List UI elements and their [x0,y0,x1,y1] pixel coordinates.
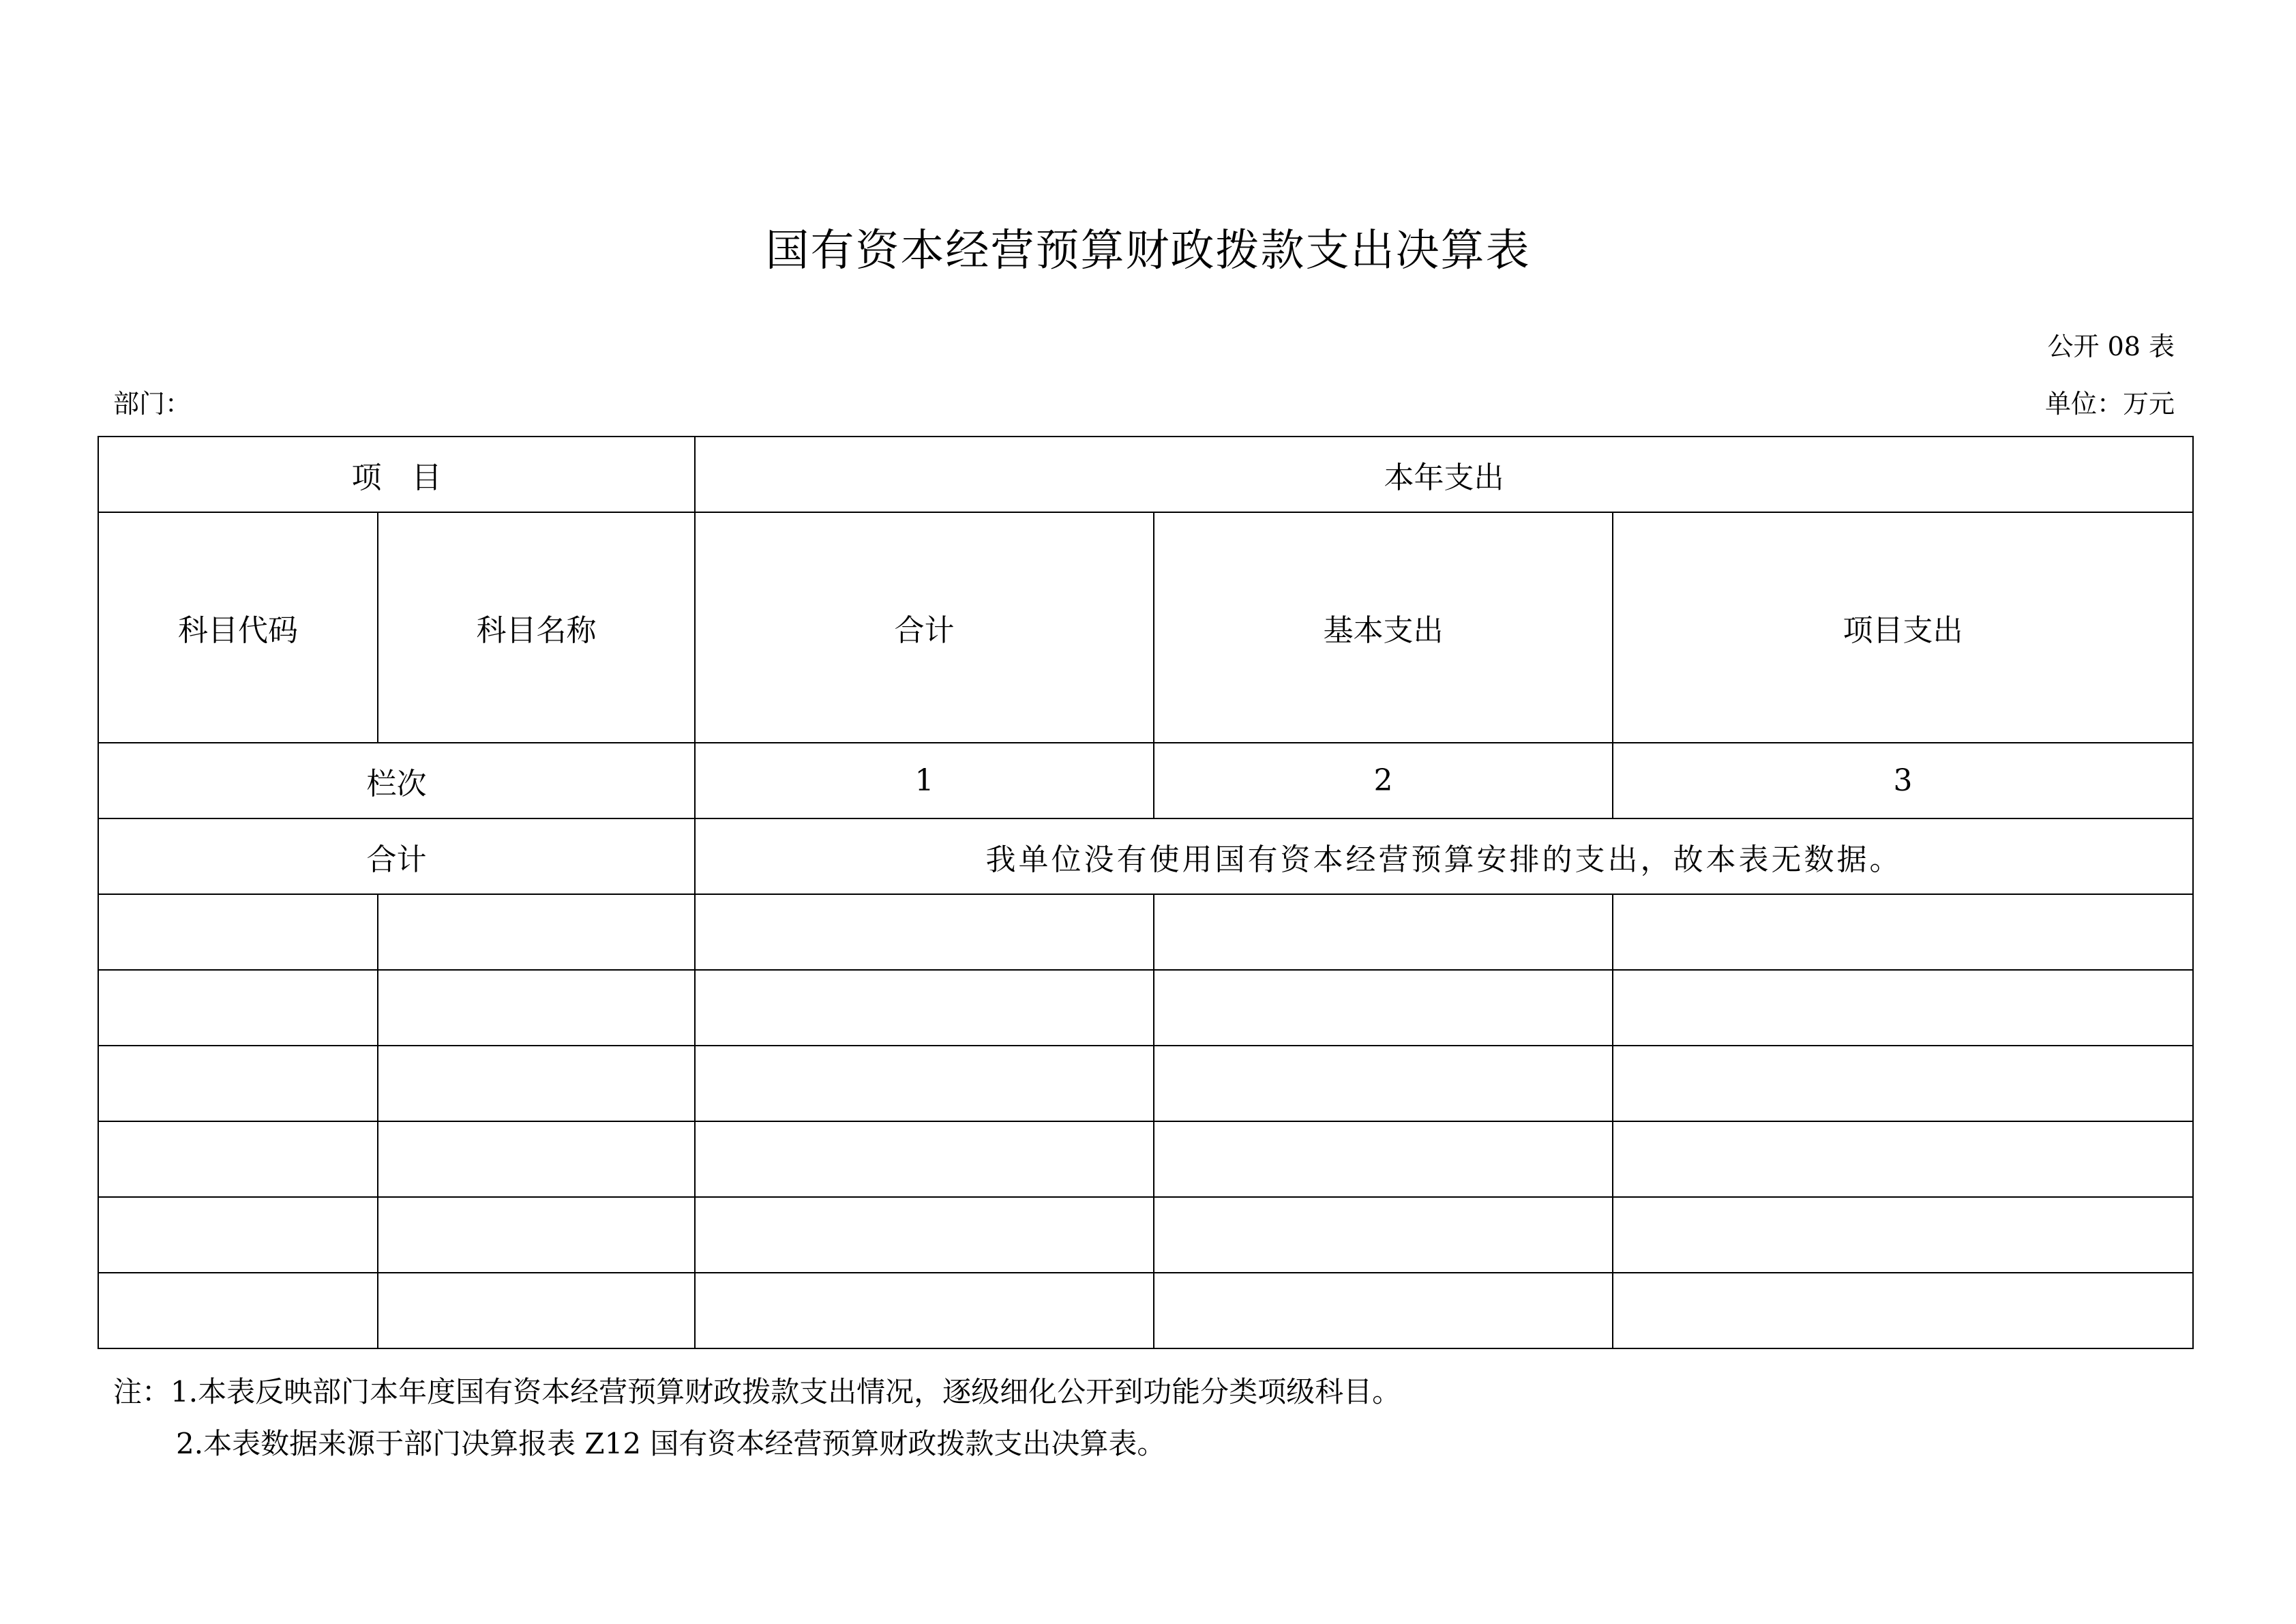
column-index-3: 3 [1613,743,2193,818]
header-row-columns [98,512,2193,743]
header-item: 项 目 [98,437,695,512]
department-label: 部门： [113,389,192,419]
table-cell [1154,1121,1613,1197]
table-row [98,970,2193,1046]
total-label: 合计 [98,818,695,894]
table-cell [1154,1273,1613,1348]
footnote-1: 注：1.本表反映部门本年度国有资本经营预算财政拨款支出情况，逐级细化公开到功能分类项级科目。 [113,1375,1401,1408]
table-cell [1613,1046,2193,1121]
table-cell [98,970,378,1046]
footnotes [113,1366,1401,1470]
table-cell [1154,894,1613,970]
table-cell [98,1273,378,1348]
table-cell [695,970,1154,1046]
no-data-note: 我单位没有使用国有资本经营预算安排的支出，故本表无数据。 [695,818,2193,894]
table-cell [695,1046,1154,1121]
table-cell [378,894,695,970]
table-cell [378,1046,695,1121]
page-title: 国有资本经营预算财政拨款支出决算表 [765,226,1531,276]
table-cell [378,1121,695,1197]
table-cell [378,1197,695,1273]
table-row [98,1197,2193,1273]
column-index-1: 1 [695,743,1154,818]
table-cell [98,894,378,970]
table-row [98,894,2193,970]
table-cell [98,1046,378,1121]
header-subject-name: 科目名称 [378,512,695,743]
expense-table [98,436,2194,1349]
table-cell [98,1121,378,1197]
header-total: 合计 [695,512,1154,743]
table-cell [1613,1273,2193,1348]
footnote-2: 2.本表数据来源于部门决算报表 Z12 国有资本经营预算财政拨款支出决算表。 [176,1427,1166,1460]
header-project-expense: 项目支出 [1613,512,2193,743]
header-basic-expense: 基本支出 [1154,512,1613,743]
header-row-top [98,437,2193,512]
total-row [98,818,2193,894]
table-cell [695,1273,1154,1348]
table-cell [1154,970,1613,1046]
table-cell [1154,1197,1613,1273]
table-cell [378,970,695,1046]
column-index-2: 2 [1154,743,1613,818]
table-cell [695,1121,1154,1197]
table-row [98,1273,2193,1348]
table-cell [1613,1121,2193,1197]
column-index-label: 栏次 [98,743,695,818]
table-cell [1613,1197,2193,1273]
unit-label: 单位：万元 [2044,389,2175,419]
table-cell [378,1273,695,1348]
table-cell [1154,1046,1613,1121]
header-subject-code: 科目代码 [98,512,378,743]
table-cell [695,1197,1154,1273]
table-row [98,1121,2193,1197]
column-index-row [98,743,2193,818]
table-cell [98,1197,378,1273]
form-number: 公开 08 表 [2047,331,2175,361]
header-current-year-expense: 本年支出 [695,437,2193,512]
table-row [98,1046,2193,1121]
table-cell [1613,894,2193,970]
table-cell [1613,970,2193,1046]
table-cell [695,894,1154,970]
